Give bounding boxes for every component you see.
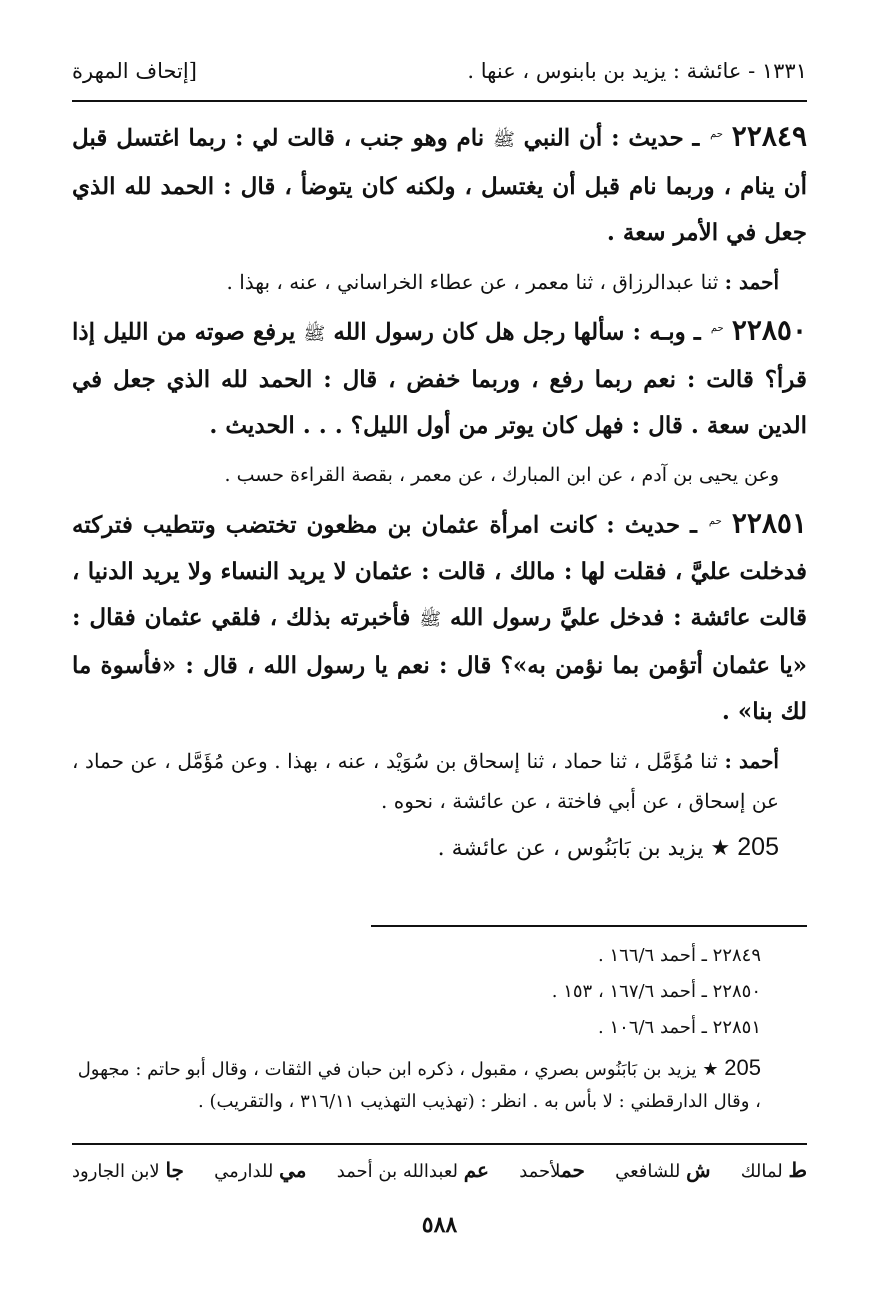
hadith-source: [72, 455, 807, 495]
page-number: ٥٨٨: [421, 1212, 458, 1238]
footnote-divider: [371, 925, 807, 927]
legend-item: [519, 1152, 585, 1190]
hadith-text: فأخبرته بذلك ، فلقي عثمان فقال : «يا عثمان أتؤمن بما نؤمن به»؟ قال : نعم يا رسول الله ، قال : «فأسوة ما لك بنا» .: [72, 603, 807, 725]
narrator-heading: [72, 825, 807, 871]
source-code: حم: [710, 322, 724, 334]
hadith-text: نام وهو جنب ، قالت لي : ربما اغتسل قبل أن ينام ، وربما نام قبل أن يغتسل ، ولكنه كان يتوضأ ، قال : الحمد لله الذي جعل في الأمر سعة .: [72, 124, 807, 246]
source-chain: ثنا عبدالرزاق ، ثنا معمر ، عن عطاء الخراساني ، عنه ، بهذا .: [226, 269, 719, 294]
footnotes: [72, 938, 807, 1118]
hadith-22849: [72, 112, 807, 256]
legend-value: لعبدالله بن أحمد: [336, 1161, 458, 1182]
legend-key: ط: [788, 1158, 807, 1182]
legend-key: مي: [279, 1158, 307, 1182]
source-name: أحمد :: [724, 269, 779, 294]
running-header: [72, 52, 807, 90]
narrator-number: 205: [737, 832, 779, 861]
abbreviation-legend: [72, 1152, 807, 1190]
salawat-icon: ﷺ: [493, 129, 515, 151]
source-chain: وعن يحيى بن آدم ، عن ابن المبارك ، عن معمر ، بقصة القراءة حسب .: [224, 464, 779, 487]
hadith-intro: ـ حديث : كانت امرأة عثمان بن مظعون تختضب وتتطيب فتركته فدخلت عليَّ ، فقلت لها : مالك ، قالت : عثمان لا يريد النساء ولا يريد الدنيا ، قالت عائشة : فدخل عليَّ رسول الله: [72, 511, 807, 631]
legend-value: لمالك: [740, 1161, 783, 1182]
star-icon: ★: [702, 1059, 719, 1080]
legend-key: ش: [686, 1158, 711, 1182]
hadith-number: ٢٢٨٥١: [731, 506, 808, 540]
footnote: ٢٢٨٤٩ ـ أحمد ١٦٦/٦ .: [598, 945, 761, 966]
legend-key: عم: [463, 1158, 489, 1182]
narrator-note: [72, 1052, 807, 1118]
hadith-intro: ـ وبـه : سألها رجل هل كان رسول الله: [333, 318, 701, 346]
salawat-icon: ﷺ: [419, 608, 442, 630]
legend-item: [741, 1152, 807, 1190]
source-chain: ثنا مُؤَمَّل ، ثنا حماد ، ثنا إسحاق بن سُوَيْد ، عنه ، بهذا . وعن مُؤَمَّل ، عن حماد ، عن إسحاق ، عن أبي فاختة ، عن عائشة ، نحوه .: [72, 748, 779, 813]
narrator-note-text: يزيد بن بَابَنُوس بصري ، مقبول ، ذكره ابن حبان في الثقات ، وقال أبو حاتم : مجهول ، وقال الدارقطني : لا بأس به . انظر : (تهذيب التهذيب ٣١٦/١١ ، والتقريب) .: [77, 1059, 761, 1112]
hadith-22850: [72, 306, 807, 450]
chapter-heading: ١٣٣١ - عائشة : يزيد بن بابنوس ، عنها .: [467, 59, 807, 83]
footnote: ٢٢٨٥٠ ـ أحمد ١٦٧/٦ ، ١٥٣ .: [551, 981, 761, 1002]
legend-value: للشافعي: [615, 1161, 681, 1182]
narrator-name: يزيد بن بَابَنُوس ، عن عائشة .: [437, 835, 704, 861]
legend-key: حم: [560, 1158, 585, 1182]
legend-key: جا: [165, 1158, 184, 1182]
star-icon: ★: [710, 835, 731, 861]
hadith-number: ٢٢٨٥٠: [731, 313, 808, 347]
source-code: حم: [710, 129, 723, 140]
salawat-icon: ﷺ: [303, 323, 326, 345]
header-divider: [72, 100, 807, 102]
legend-item: [214, 1152, 306, 1190]
hadith-22851: [72, 499, 807, 735]
hadith-text: يرفع صوته من الليل إذا قرأ؟ قالت : نعم ربما رفع ، وربما خفض ، قال : الحمد لله الذي جعل في الدين سعة . قال : فهل كان يوتر من أول الليل؟ . . . الحديث .: [72, 318, 807, 440]
legend-item: [72, 1152, 184, 1190]
legend-item: [337, 1152, 489, 1190]
source-code: حم: [708, 516, 722, 528]
hadith-source: [72, 741, 807, 821]
hadith-source: [72, 262, 807, 302]
book-title: [إتحاف المهرة: [72, 59, 197, 83]
legend-divider: [72, 1143, 807, 1145]
footnote: ٢٢٨٥١ ـ أحمد ١٠٦/٦ .: [598, 1017, 761, 1038]
narrator-note-number: 205: [724, 1055, 761, 1080]
source-name: أحمد :: [724, 748, 779, 773]
legend-value: لأحمد: [519, 1161, 561, 1182]
hadith-intro: ـ حديث : أن النبي: [523, 124, 700, 152]
legend-value: لابن الجارود: [72, 1161, 160, 1182]
legend-value: للدارمي: [214, 1161, 274, 1182]
hadith-number: ٢٢٨٤٩: [731, 119, 807, 153]
legend-item: [615, 1152, 710, 1190]
main-text: [72, 112, 807, 871]
